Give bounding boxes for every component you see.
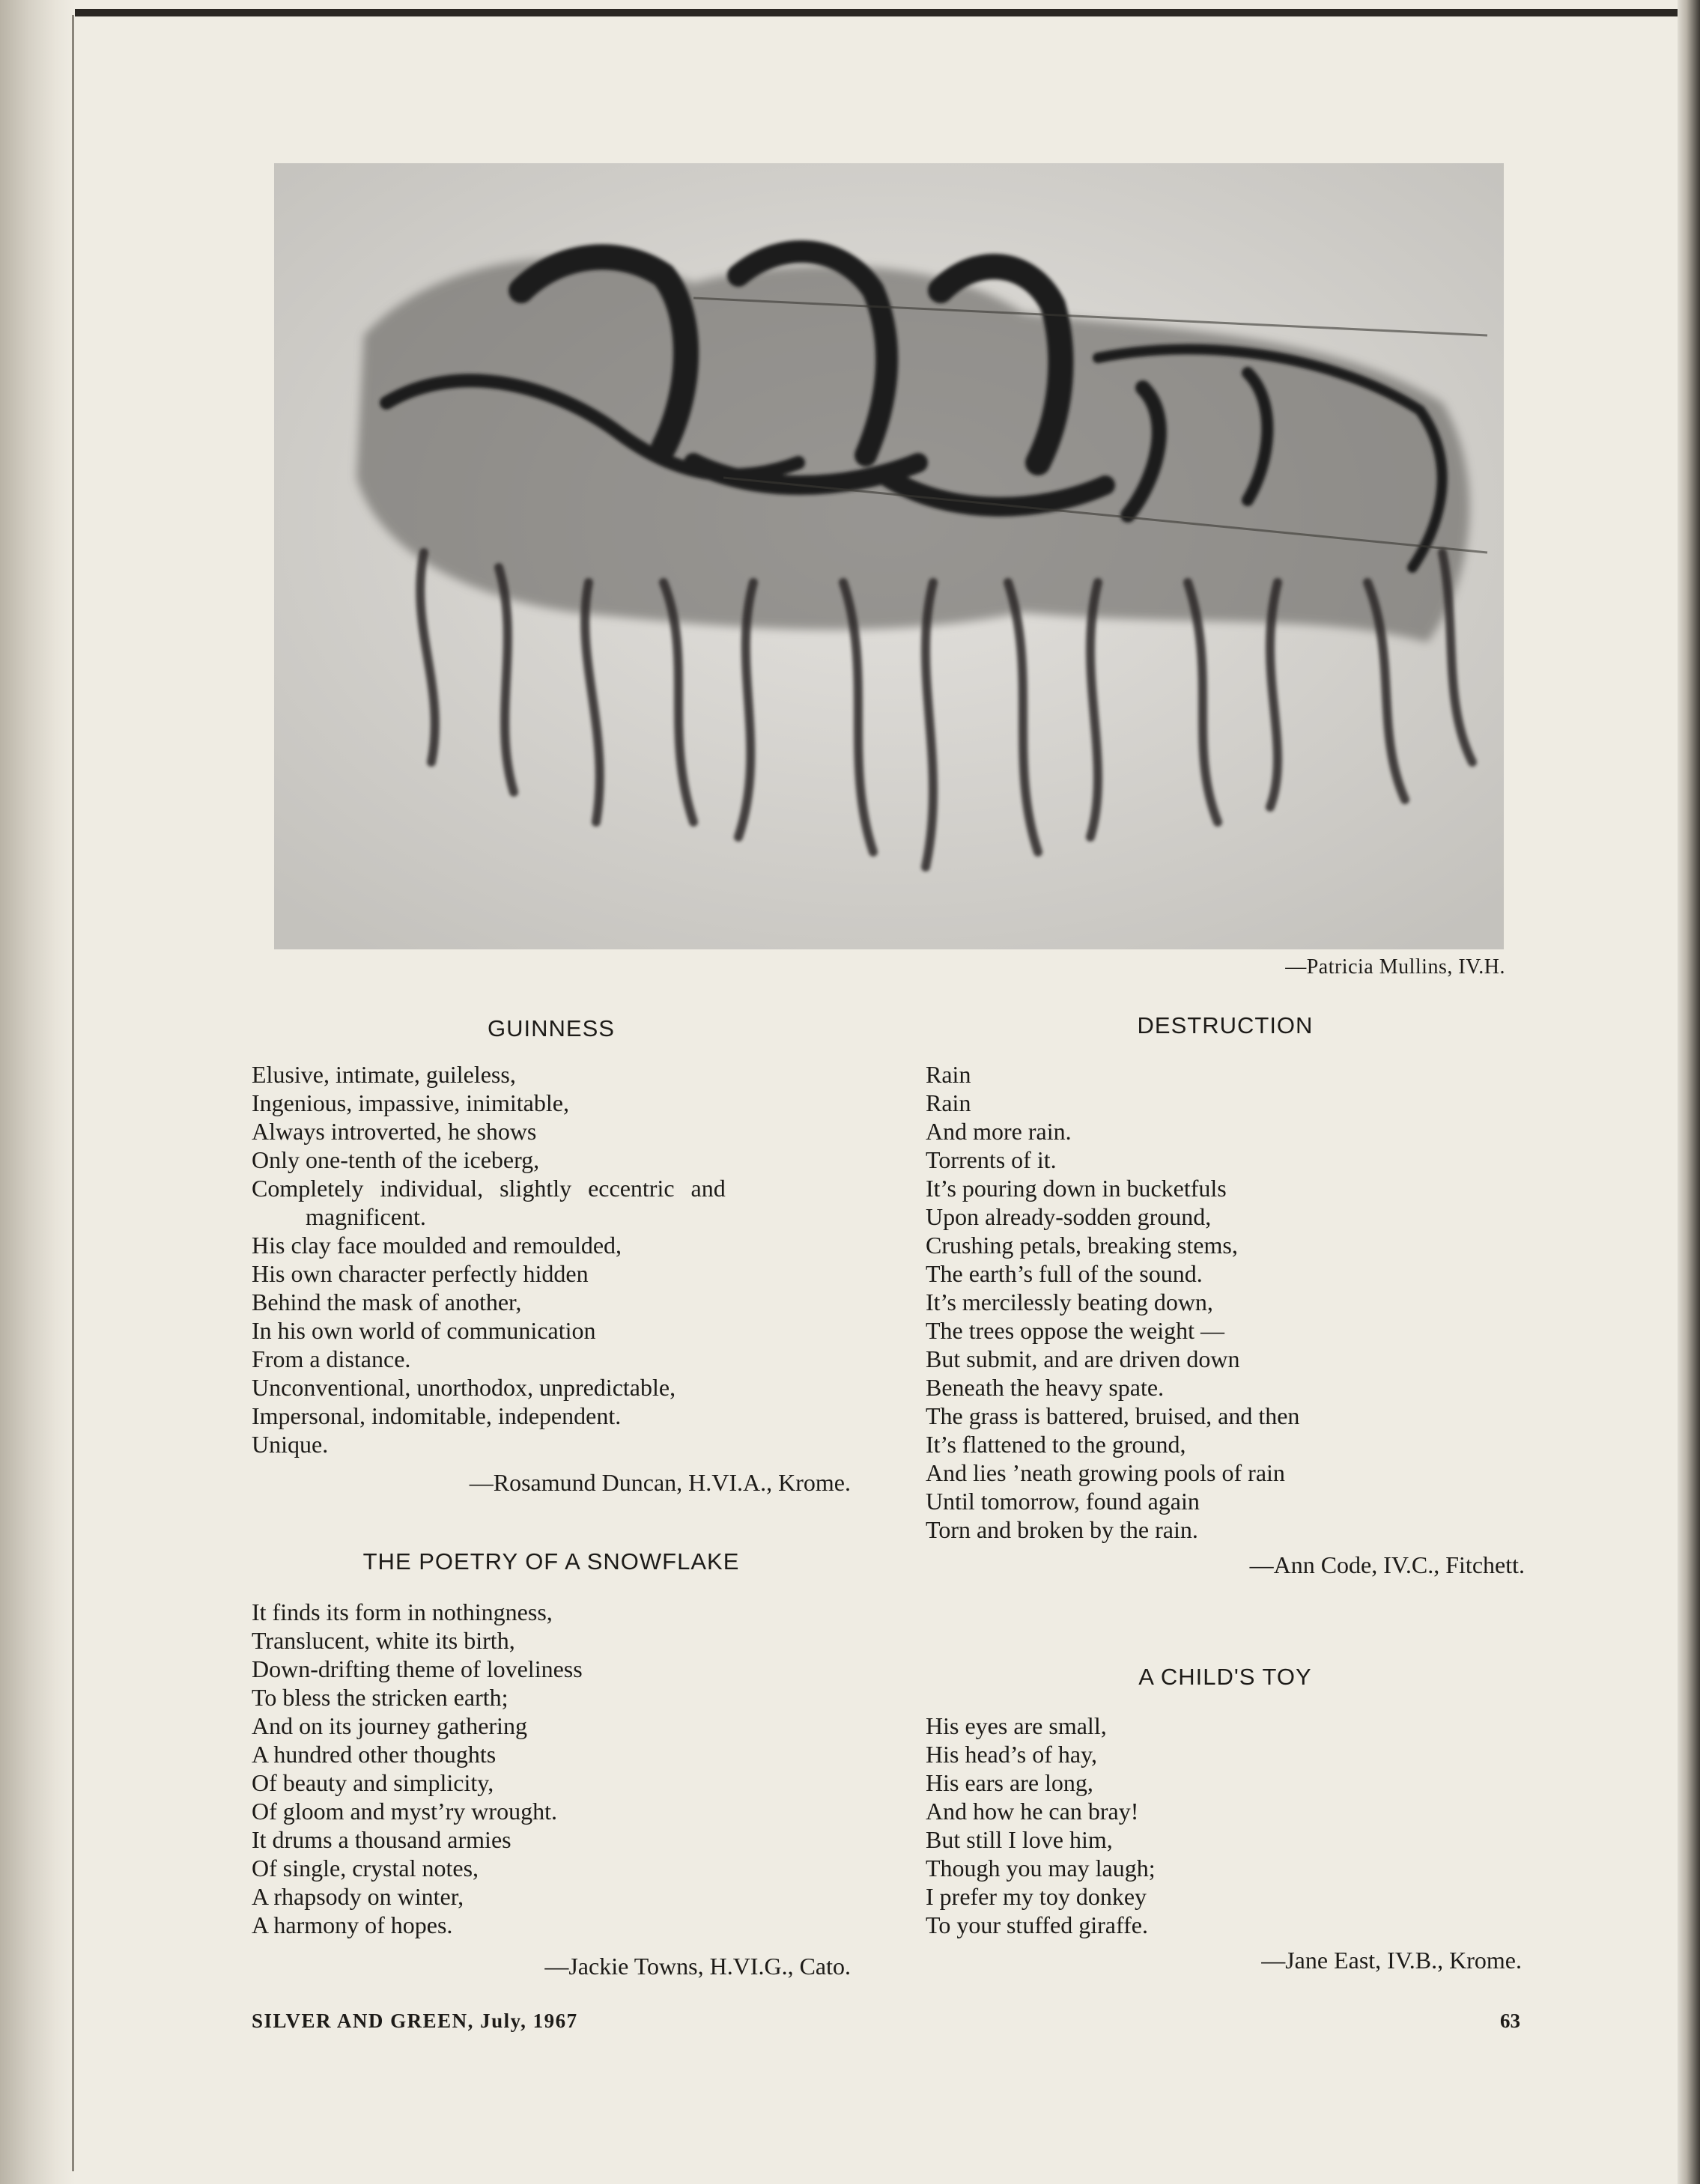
- poem-line: Ingenious, impassive, inimitable,: [252, 1089, 569, 1116]
- poem-line: A harmony of hopes.: [252, 1911, 453, 1938]
- poem-line: I prefer my toy donkey: [926, 1883, 1147, 1910]
- poem-line: magnificent.: [306, 1203, 426, 1230]
- publication-footer: SILVER AND GREEN, July, 1967: [252, 2010, 578, 2032]
- poem-line: His clay face moulded and remoulded,: [252, 1232, 622, 1259]
- poem-childs-toy: [926, 1712, 1525, 1939]
- poem-line: Of beauty and simplicity,: [252, 1769, 494, 1796]
- poem-attribution-destruction: —Ann Code, IV.C., Fitchett.: [1249, 1551, 1525, 1578]
- poem-snowflake: [252, 1598, 851, 1939]
- poem-line: A rhapsody on winter,: [252, 1883, 464, 1910]
- poem-line: Only one-tenth of the iceberg,: [252, 1146, 540, 1173]
- poem-line: But still I love him,: [926, 1826, 1113, 1853]
- poem-line: To bless the stricken earth;: [252, 1684, 509, 1711]
- poem-line: And how he can bray!: [926, 1798, 1139, 1825]
- poem-line: Unique.: [252, 1431, 329, 1458]
- poem-line: And on its journey gathering: [252, 1712, 527, 1739]
- poem-line: The grass is battered, bruised, and then: [926, 1402, 1300, 1429]
- poem-title-snowflake: THE POETRY OF A SNOWFLAKE: [362, 1548, 740, 1575]
- poem-line: His ears are long,: [926, 1769, 1093, 1796]
- poem-line: Beneath the heavy spate.: [926, 1374, 1165, 1401]
- poem-line: His eyes are small,: [926, 1712, 1107, 1739]
- poem-line: From a distance.: [252, 1345, 411, 1372]
- poem-attribution-snowflake: —Jackie Towns, H.VI.G., Cato.: [544, 1953, 851, 1980]
- poem-line: It finds its form in nothingness,: [252, 1599, 553, 1625]
- poem-title-destruction: DESTRUCTION: [1137, 1012, 1314, 1038]
- poem-line: Translucent, white its birth,: [252, 1627, 515, 1654]
- poem-line: Of single, crystal notes,: [252, 1855, 479, 1882]
- poem-line: Upon already-sodden ground,: [926, 1203, 1212, 1230]
- page-edge: [1678, 0, 1700, 2184]
- poem-line: Torrents of it.: [926, 1146, 1057, 1173]
- poem-destruction: [926, 1060, 1525, 1544]
- poem-attribution-childs-toy: —Jane East, IV.B., Krome.: [1261, 1947, 1522, 1974]
- horses-illustration: [274, 163, 1504, 949]
- poem-line: It drums a thousand armies: [252, 1826, 511, 1853]
- poem-line: Of gloom and myst’ry wrought.: [252, 1798, 557, 1825]
- poem-line: And lies ’neath growing pools of rain: [926, 1459, 1285, 1486]
- poem-line: To your stuffed giraffe.: [926, 1911, 1148, 1938]
- poem-guinness: [252, 1060, 851, 1458]
- poem-line: Rain: [926, 1061, 971, 1088]
- poem-attribution-guinness: —Rosamund Duncan, H.VI.A., Krome.: [469, 1469, 851, 1496]
- galloping-horses-drawing: [274, 163, 1504, 949]
- poem-line: It’s mercilessly beating down,: [926, 1289, 1213, 1315]
- poem-title-childs-toy: A CHILD'S TOY: [1138, 1664, 1312, 1690]
- poem-line: Crushing petals, breaking stems,: [926, 1232, 1238, 1259]
- poem-line: Always introverted, he shows: [252, 1118, 537, 1145]
- top-edge: [75, 9, 1678, 16]
- poem-line: Behind the mask of another,: [252, 1289, 522, 1315]
- poem-line: Unconventional, unorthodox, unpredictable,: [252, 1374, 676, 1401]
- poem-line: His own character perfectly hidden: [252, 1260, 589, 1287]
- poem-line: A hundred other thoughts: [252, 1741, 497, 1768]
- poem-line: The earth’s full of the sound.: [926, 1260, 1203, 1287]
- poem-line: Until tomorrow, found again: [926, 1488, 1200, 1515]
- illustration-credit: —Patricia Mullins, IV.H.: [1285, 955, 1505, 979]
- page-number: 63: [1500, 2010, 1520, 2032]
- spine-shadow: [0, 0, 75, 2184]
- poem-line: Rain: [926, 1089, 971, 1116]
- poem-line: In his own world of communication: [252, 1317, 596, 1344]
- poem-line: Elusive, intimate, guileless,: [252, 1061, 516, 1088]
- poem-line: It’s flattened to the ground,: [926, 1431, 1186, 1458]
- poem-line: And more rain.: [926, 1118, 1072, 1145]
- poem-line: Completely individual, slightly eccentric and: [252, 1175, 726, 1202]
- poem-line: Though you may laugh;: [926, 1855, 1156, 1882]
- poem-line: Torn and broken by the rain.: [926, 1516, 1198, 1543]
- poem-line: But submit, and are driven down: [926, 1345, 1240, 1372]
- poem-line: His head’s of hay,: [926, 1741, 1097, 1768]
- poem-line: Down-drifting theme of loveliness: [252, 1655, 583, 1682]
- poem-line: It’s pouring down in bucketfuls: [926, 1175, 1227, 1202]
- poem-line: The trees oppose the weight —: [926, 1317, 1224, 1344]
- spine-fold: [72, 15, 74, 2171]
- poem-line: Impersonal, indomitable, independent.: [252, 1402, 622, 1429]
- poem-title-guinness: GUINNESS: [488, 1015, 615, 1041]
